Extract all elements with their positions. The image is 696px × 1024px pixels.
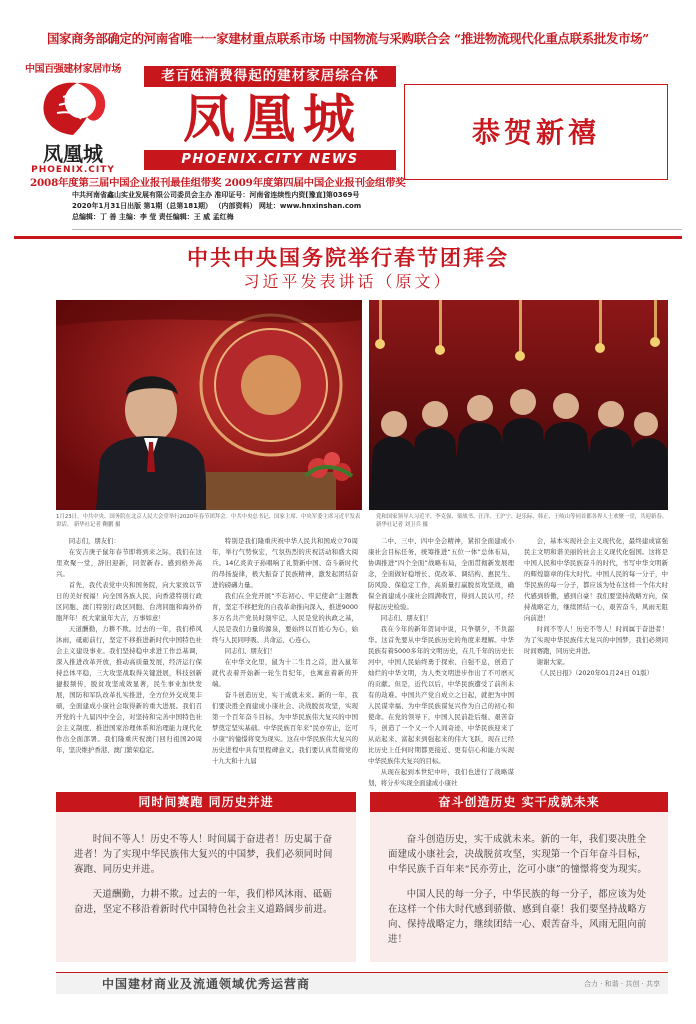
- publication-info: [72, 190, 682, 223]
- article-headline: 中共中央国务院举行春节团拜会: [187, 245, 509, 270]
- article-column-4: [524, 536, 668, 679]
- speech-photo-illustration: [56, 300, 362, 510]
- greeting-text: 恭贺新禧: [471, 116, 600, 149]
- greeting-box: [404, 84, 668, 180]
- pub-info-line2: 2020年1月31日出版 第1期（总第181期） （内部资料） 网址：www.hnxinshan.com: [72, 202, 362, 210]
- caption-left: 1月23日，中共中央、国务院在北京人民大会堂举行2020年春节团拜会。中共中央总书记、国家主席、中央军委主席习近平发表讲话。 新华社记者 鞠鹏 摄: [56, 514, 361, 528]
- paragraph: 同志们、朋友们！: [380, 614, 432, 622]
- masthead-subtitle: PHOENIX.CITY NEWS: [144, 150, 396, 170]
- paragraph: 天道酬勤，力耕不欺。过去的一年，我们栉风沐雨，砥砺前行，坚定不移推进新时代中国特色社会主义建设事业。我们坚持稳中求进工作总基调，深入推进改革开放，推动高质量发展，经济运行保持总体平稳，三大攻坚战取得关键进展，科技创新捷报频传，脱贫攻坚成效显著，民生事业加快发展，国防和军队改革扎实推进，全方位外交成果丰硕，全面建成小康社会取得新的重大进展。我们召开党的十九届四中全会，对坚持和完善中国特色社会主义制度、推进国家治理体系和治理能力现代化作出全面部署。我们隆重庆祝澳门回归祖国20周年，坚决维护香港、澳门繁荣稳定。: [56, 625, 202, 754]
- panel-left-paragraph-2: 天道酬勤，力耕不欺。过去的一年，我们栉风沐雨、砥砺奋进，坚定不移沿着新时代中国特色社会主义道路阔步前进。: [74, 889, 333, 915]
- awards-line: 2008年度第三届中国企业报刊最佳组带奖 2009年度第四届中国企业报刊金组带奖: [30, 177, 406, 189]
- logo-tagline: 中国百强建材家居市场: [25, 64, 121, 75]
- logo-latin: PHOENIX.CITY: [31, 165, 115, 175]
- paragraph: 我在今年的新年贺词中说，只争朝夕，不负韶华。这首先要从中华民族历史的角度来理解。中华民族有着5000多年的文明历史，在几千年的历史长河中，中国人民始终勇于探索、自强不息，创造了灿烂的中华文明，为人类文明进步作出了不可磨灭的贡献。但是，近代以后，中华民族遭受了前所未有的劫难。中国共产党自成立之日起，就把为中国人民谋幸福、为中华民族谋复兴作为自己的初心和使命。在党的领导下，中国人民前赴后继、艰苦奋斗，创造了一个又一个人间奇迹，中华民族迎来了从站起来、富起来到强起来的伟大飞跃，现在已经比历史上任何时期都更接近、更有信心和能力实现中华民族伟大复兴的目标。: [368, 625, 514, 765]
- divider: [72, 229, 682, 230]
- leaders-photo-illustration: [369, 300, 668, 510]
- banner-text: 国家商务部确定的河南省唯一一家建材重点联系市场 中国物流与采购联合会 “推进物流现代化重点联系批发市场”: [46, 31, 650, 46]
- paragraph: 在安吉庚子鼠年春节即将到来之际，我们在这里欢聚一堂，辞旧迎新，同贺新春。感到格外高兴。: [56, 548, 202, 578]
- pub-info-line3: 总编辑：丁 善 主编：李 莹 责任编辑：王 威 孟红梅: [72, 213, 234, 221]
- paragraph: 从现在起到本世纪中叶，我们也进行了战略谋划，将分步实现全面建成小康社: [368, 768, 514, 787]
- panel-left: [56, 792, 356, 962]
- footer-bar: [56, 972, 668, 994]
- paragraph: 在中华文化里，鼠为十二生肖之首，进入鼠年就代表着开始新一轮生肖纪年，也寓意着新的开端。: [212, 658, 358, 688]
- footer-motto: 合力 · 和谐 · 共创 · 共享: [583, 980, 660, 988]
- paragraph: 首先，我代表党中央和国务院，向大家致以节日的美好祝福！向全国各族人民，向香港特别行政区同胞、澳门特别行政区同胞、台湾同胞和海外侨胞拜年！祝大家鼠年大吉，万事如意！: [56, 581, 202, 622]
- paragraph: 会，基本实现社会主义现代化，最终建成富强民主文明和谐美丽的社会主义现代化强国。这将是中国人民和中华民族奋斗的时代，书写中华文明新的辉煌篇章的伟大时代。中国人民的每一分子，中华民族的每一分子，都应该为处在这样一个伟大时代感到骄傲，感到自豪！我们要坚持战略方向，保持战略定力，继续团结一心，艰苦奋斗，风雨无阻向前进！: [524, 537, 668, 622]
- panel-right-title: 奋斗创造历史 实干成就未来: [370, 792, 668, 812]
- article-subhead: 习近平发表讲话（原文）: [243, 272, 453, 291]
- panel-right-paragraph-2: 中国人民的每一分子，中华民族的每一分子，都应该为处在这样一个伟大时代感到骄傲、感到自豪！我们要坚持战略方向、保持战略定力，继续团结一心、艰苦奋斗，风雨无阻向前进！: [388, 889, 647, 945]
- paragraph: 时间不等人！历史不等人！时间属于奋进者！为了实现中华民族伟大复兴的中国梦，我们必须同时间赛跑，同历史并进。: [524, 625, 668, 655]
- pub-info-line1: 中共河南省鑫山实业发展有限公司委员会主办 准印证号：河南省连续性内资[豫直]第0369号: [72, 191, 360, 199]
- phoenix-icon: [33, 77, 113, 139]
- paragraph: 谢谢大家。: [536, 658, 569, 666]
- masthead-title: 凤凰城: [182, 89, 363, 150]
- photo-leaders: [369, 300, 668, 510]
- masthead-slogan: 老百姓消费得起的建材家居综合体: [144, 66, 396, 87]
- article-column-2: [212, 536, 358, 767]
- paragraph: 特别是我们隆重庆祝中华人民共和国成立70周年，举行气势恢宏，气氛热烈的庆祝活动和盛大阅兵。14亿炎黄子孙唱响了礼赞新中国、奋斗新时代的昂扬旋律，极大振奋了民族精神，激发起团结奋进的磅礴力量。: [212, 537, 358, 589]
- paragraph: 奋斗创造历史，实干成就未来。新的一年，我们要决胜全面建成小康社会、决战脱贫攻坚，实现第一个百年奋斗目标，为中华民族伟大复兴的中国梦奠定坚实基础。中华民族百年来“民亦劳止，汔可小康”的憧憬将变为现实。这在中华民族伟大复兴的历史进程中具有里程碑意义。我们要认真贯彻党的十九大和十九届: [212, 691, 358, 765]
- caption-right: 党和国家领导人习近平、李克强、栗战书、汪洋、王沪宁、赵乐际、韩正、王岐山等同首都各界人士欢聚一堂，共迎新春。 新华社记者 刘卫兵 摄: [376, 514, 668, 528]
- panel-left-paragraph-1: 时间不等人！历史不等人！时间属于奋进者！历史属于奋进者！为了实现中华民族伟大复兴的中国梦，我们必须同时间赛跑、同历史并进。: [74, 834, 333, 875]
- paragraph: 《人民日报》（2020年01月24日 01版）: [536, 669, 653, 677]
- paragraph: 二中、三中、四中全会精神，紧扣全面建成小康社会目标任务，统筹推进“五位一体”总体布局，协调推进“四个全面”战略布局，全面贯彻新发展理念，全面做好稳增长、促改革、调结构、惠民生、防风险、保稳定工作，高质量打赢脱贫攻坚战，确保全面建成小康社会圆满收官，得到人民认可，经得起历史检验。: [368, 537, 514, 611]
- top-banner: [0, 0, 696, 60]
- photo-speech: [56, 300, 362, 510]
- divider-red: [14, 236, 682, 239]
- article-column-1: [56, 536, 202, 756]
- paragraph: 同志们，朋友们：: [68, 537, 120, 545]
- panel-right: [370, 792, 668, 962]
- logo-mark-text: 凤凰城: [43, 142, 103, 166]
- footer-slogan: 中国建材商业及流通领域优秀运营商: [102, 977, 311, 991]
- panel-left-title: 同时间赛跑 同历史并进: [56, 792, 356, 812]
- paragraph: 同志们、朋友们！: [224, 647, 276, 655]
- article-column-3: [368, 536, 514, 789]
- paragraph: 我们在全党开展“不忘初心、牢记使命”主题教育，坚定不移把党的自我革命推向深入，推进9000多万名共产党员时刻牢记，人民是党的执政之基，人民是我们力量的源泉，要始终以百姓心为心，始终与人民同呼吸、共命运、心连心。: [212, 592, 358, 644]
- panel-right-paragraph-1: 奋斗创造历史，实干成就未来。新的一年，我们要决胜全面建成小康社会，决战脱贫攻坚，实现第一个百年奋斗目标，中华民族千百年来“民亦劳止，汔可小康”的憧憬将变为现实。: [388, 834, 647, 875]
- logo: [8, 60, 138, 186]
